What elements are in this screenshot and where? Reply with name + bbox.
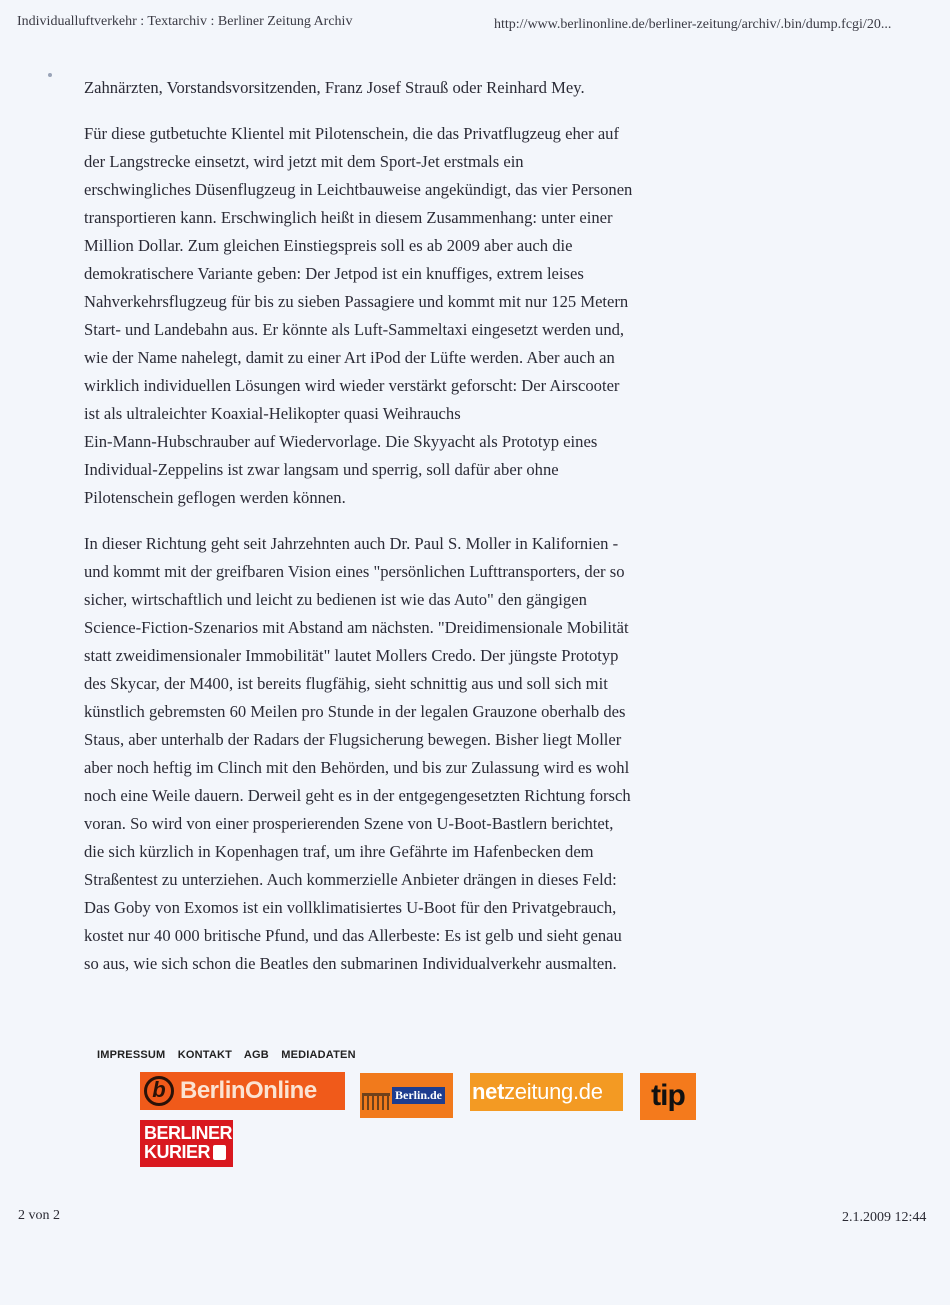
article-body [84,74,724,978]
footer-link-agb[interactable]: AGB [243,1049,269,1061]
netzeitung-logo-bold: net [472,1079,505,1104]
berlin-bear-icon [213,1145,226,1160]
kurier-logo-line2: KURIER [144,1142,211,1162]
berliner-kurier-logo[interactable] [140,1120,233,1167]
berlinde-logo-text: Berlin.de [392,1087,445,1104]
article-paragraph: Zahnärzten, Vorstandsvorsitzenden, Franz Josef Strauß oder Reinhard Mey. [84,78,585,97]
scan-artifact-dot [48,73,52,77]
tip-logo-text: tip [651,1079,685,1112]
berlinde-logo[interactable] [360,1073,453,1118]
article-paragraph: In dieser Richtung geht seit Jahrzehnten auch Dr. Paul S. Moller in Kalifornien - und kommt mit der greifbaren Vision eines "persönlichen Lufttransporters, der so sicher, wirtschaftlich und leicht zu bedienen ist wie das Auto" den gängigen Science-Fiction-Szenarios mit Abstand am nächsten. "Dreidimensionale Mobilität statt zweidimensionaler Immobilität" lautet Mollers Credo. Der jüngste Prototyp des Skycar, der M400, ist bereits flugfähig, sieht schnittig aus und soll sich mit künstlich gebremsten 60 Meilen pro Stunde in der legalen Grauzone oberhalb des Staus, aber unterhalb der Radars der Flugsicherung bewegen. Bisher liegt Moller aber noch heftig im Clinch mit den Behörden, und bis zur Zulassung wird es wohl noch eine Weile dauern. Derweil geht es in der entgegengesetzten Richtung forsch voran. So wird von einer prosperierenden Szene von U-Boot-Bastlern berichtet, die sich kürzlich in Kopenhagen traf, um ihre Gefährte im Hafenbecken dem Straßentest zu unterziehen. Auch kommerzielle Anbieter drängen in dieses Feld: Das Goby von Exomos ist ein vollklimatisiertes U-Boot für den Privatgebrauch, kostet nur 40 000 britische Pfund, und das Allerbeste: Es ist gelb und sieht genau so aus, wie sich schon die Beatles den submarinen Individualverkehr ausmalten. [84,534,631,973]
brandenburg-gate-icon [362,1093,390,1110]
print-page-number: 2 von 2 [18,1208,60,1223]
article-paragraph: Für diese gutbetuchte Klientel mit Pilotenschein, die das Privatflugzeug eher auf der Langstrecke einsetzt, wird jetzt mit dem Sport-Jet erstmals ein erschwingliches Düsenflugzeug in Leichtbauweise angekündigt, das vier Personen transportieren kann. Erschwinglich heißt in diesem Zusammenhang: unter einer Million Dollar. Zum gleichen Einstiegspreis soll es ab 2009 aber auch die demokratischere Variante geben: Der Jetpod ist ein knuffiges, extrem leises Nahverkehrsflugzeug für bis zu sieben Passagiere und kommt mit nur 125 Metern Start- und Landebahn aus. Er könnte als Luft-Sammeltaxi eingesetzt werden und, wie der Name nahelegt, damit zu einer Art iPod der Lüfte werden. Aber auch an wirklich individuellen Lösungen wird wieder verstärkt geforscht: Der Airscooter ist als ultraleichter Koaxial-Helikopter quasi Weihrauchs Ein-Mann-Hubschrauber auf Wiedervorlage. Die Skyyacht als Prototyp eines Individual-Zeppelins ist zwar langsam und sperrig, soll dafür aber ohne Pilotenschein geflogen werden können. [84,124,633,507]
netzeitung-logo-text: zeitung.de [504,1079,603,1104]
footer-link-mediadaten[interactable]: MEDIADATEN [281,1049,356,1061]
footer-link-kontakt[interactable]: KONTAKT [177,1049,233,1061]
berlinonline-b-icon: b [144,1076,174,1106]
kurier-logo-line1: BERLINER [144,1123,233,1143]
footer-link-impressum[interactable]: IMPRESSUM [97,1049,166,1061]
footer-links [97,1049,365,1061]
print-datetime: 2.1.2009 12:44 [842,1210,927,1225]
berlinonline-logo-text: BerlinOnline [180,1077,317,1104]
print-header-url: http://www.berlinonline.de/berliner-zeitung/archiv/.bin/dump.fcgi/20... [494,17,892,32]
print-header-title: Individualluftverkehr : Textarchiv : Berliner Zeitung Archiv [17,14,353,29]
netzeitung-logo[interactable] [470,1073,623,1111]
berlinonline-logo[interactable] [140,1072,345,1110]
tip-logo[interactable] [640,1073,696,1120]
